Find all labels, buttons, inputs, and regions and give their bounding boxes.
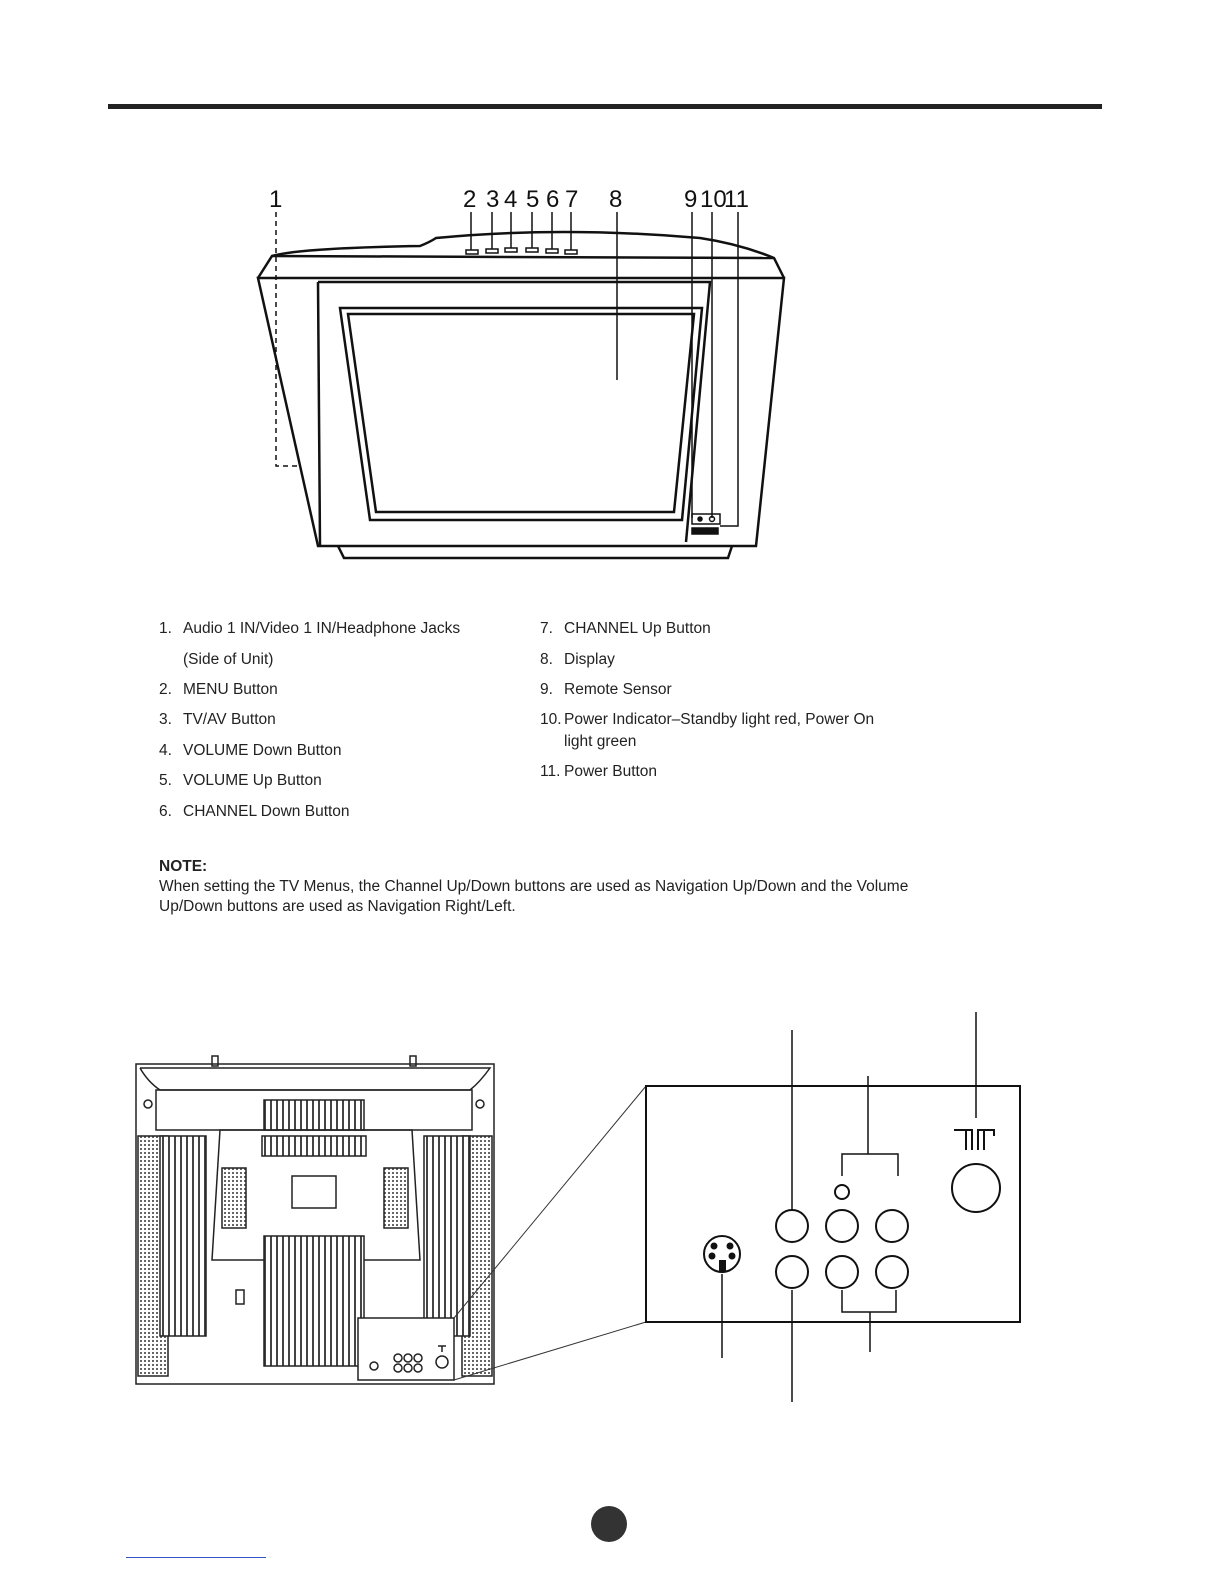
callout-5: 5 — [526, 186, 540, 213]
callout-3: 3 — [486, 186, 500, 213]
list-item-text: Power Button — [564, 763, 658, 780]
list-item-text: light green — [564, 733, 637, 750]
list-item-text: MENU Button — [183, 681, 278, 698]
callout-1: 1 — [269, 186, 283, 213]
list-item-text: TV/AV Button — [183, 711, 276, 728]
power-panel — [692, 514, 720, 534]
note-text: When setting the TV Menus, the Channel Up/Down buttons are used as Navigation Up/Down and the Volume Up/Down buttons are used as Navigation Right/Left. — [159, 878, 909, 915]
list-item-text: (Side of Unit) — [183, 651, 274, 668]
list-item-text: CHANNEL Up Button — [564, 620, 711, 637]
tv-front-outline — [258, 232, 784, 558]
page-number-badge — [591, 1506, 627, 1542]
note-block — [159, 857, 939, 917]
parts-list-left — [159, 620, 519, 830]
list-item — [159, 742, 342, 760]
top-buttons — [466, 248, 577, 254]
list-item-text: VOLUME Down Button — [183, 742, 342, 759]
list-item — [159, 772, 322, 790]
callout-9: 9 — [684, 186, 698, 213]
list-item-number: 11. — [540, 763, 561, 780]
note-label: NOTE: — [159, 858, 208, 875]
list-item-number: 3. — [159, 711, 172, 728]
list-item-number: 9. — [540, 681, 553, 698]
front-view-diagram — [0, 0, 1224, 600]
list-item-number: 5. — [159, 772, 172, 789]
list-item — [159, 620, 460, 638]
tv-rear-outline — [136, 1056, 494, 1384]
callout-leaders — [276, 212, 738, 526]
callout-6: 6 — [546, 186, 560, 213]
list-item-text: Display — [564, 651, 615, 668]
list-item — [159, 803, 350, 821]
callout-8: 8 — [609, 186, 623, 213]
list-item-number: 6. — [159, 803, 172, 820]
list-item-text: Audio 1 IN/Video 1 IN/Headphone Jacks — [183, 620, 461, 637]
callout-10: 10 — [700, 186, 727, 213]
jack-panel-leaders — [722, 1012, 976, 1402]
list-item-number: 1. — [159, 620, 172, 637]
list-item-text: VOLUME Up Button — [183, 772, 322, 789]
jack-panel-detail — [646, 1086, 1020, 1322]
list-item — [540, 620, 711, 638]
callout-4: 4 — [504, 186, 518, 213]
list-item — [540, 733, 636, 751]
list-item — [540, 711, 874, 729]
footer-link-rule — [126, 1557, 266, 1558]
list-item-text: Remote Sensor — [564, 681, 672, 698]
list-item-number: 4. — [159, 742, 172, 759]
callout-2: 2 — [463, 186, 477, 213]
list-item — [540, 681, 672, 699]
list-item-number: 10. — [540, 711, 562, 728]
list-item — [159, 711, 276, 729]
list-item-text: Power Indicator–Standby light red, Power On — [564, 711, 875, 728]
list-item-number: 7. — [540, 620, 553, 637]
zoom-lines — [454, 1086, 646, 1380]
callout-11: 11 — [724, 186, 749, 213]
list-item — [540, 763, 657, 781]
list-item-text: CHANNEL Down Button — [183, 803, 350, 820]
parts-list-right — [540, 620, 920, 800]
list-item — [159, 681, 278, 699]
list-item-number: 2. — [159, 681, 172, 698]
callout-7: 7 — [565, 186, 579, 213]
list-item — [540, 651, 615, 669]
list-item-number: 8. — [540, 651, 553, 668]
list-item — [159, 651, 273, 669]
